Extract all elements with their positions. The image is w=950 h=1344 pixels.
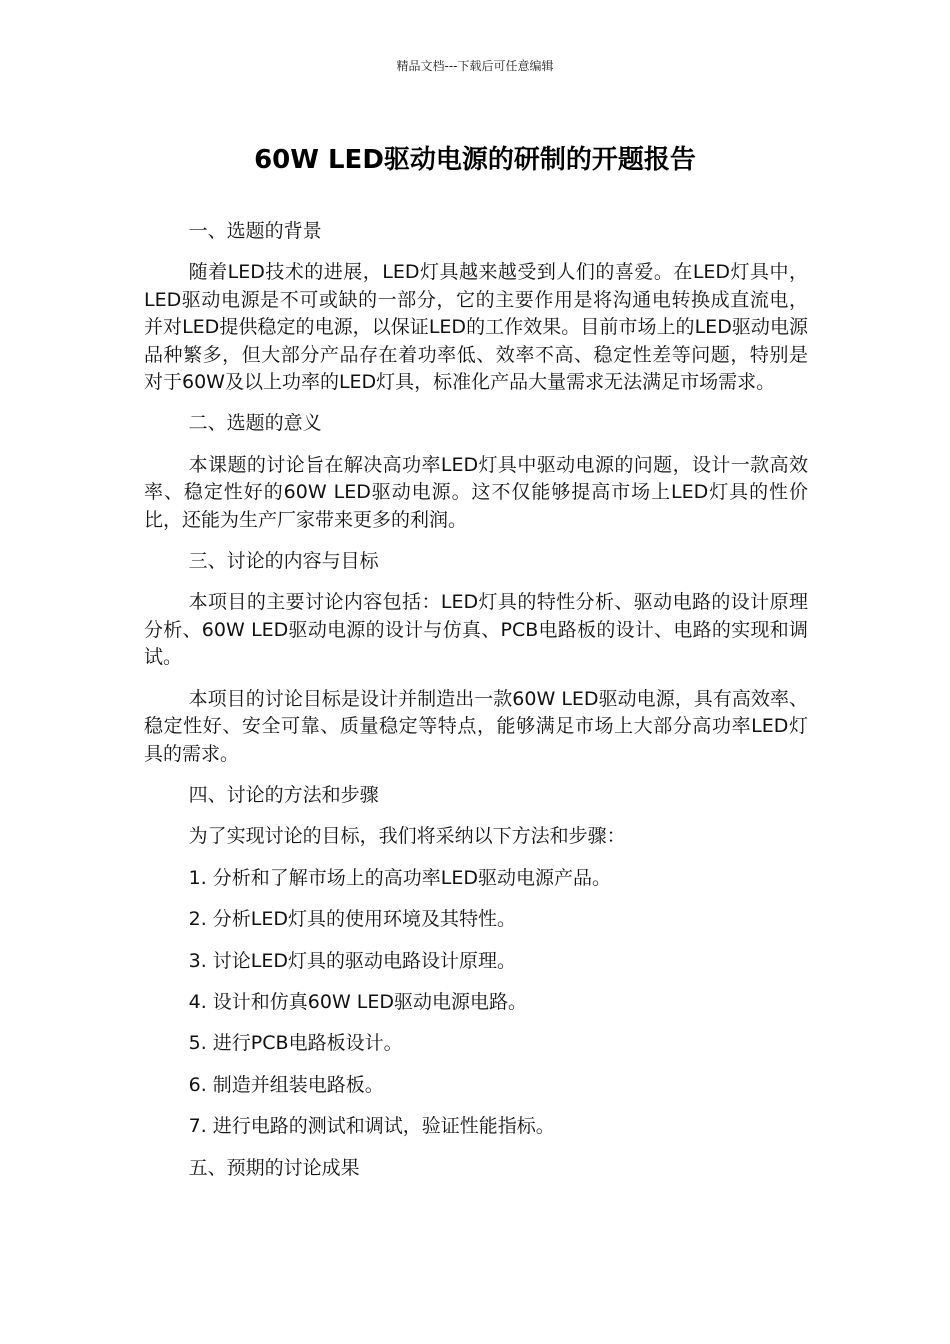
page-header-note: 精品文档---下载后可任意编辑 [396,59,554,73]
paragraph-content: 本项目的主要讨论内容包括：LED灯具的特性分析、驱动电路的设计原理分析、60W LED驱动电源的设计与仿真、PCB电路板的设计、电路的实现和调试。 [144,591,808,669]
paragraph-methods-intro: 为了实现讨论的目标，我们将采纳以下方法和步骤： [188,825,626,848]
section-heading-background: 一、选题的背景 [188,220,322,242]
section-heading-expected-results: 五、预期的讨论成果 [188,1156,360,1179]
document-title: 60W LED驱动电源的研制的开题报告 [254,145,696,175]
list-item-step: 4. 设计和仿真60W LED驱动电源电路。 [188,990,528,1013]
list-item-step: 2. 分析LED灯具的使用环境及其特性。 [188,908,517,931]
list-item-step: 7. 进行电路的测试和调试，验证性能指标。 [188,1115,555,1138]
list-item-step: 5. 进行PCB电路板设计。 [188,1032,403,1055]
list-item-step: 6. 制造并组装电路板。 [188,1073,384,1096]
list-item-step: 3. 讨论LED灯具的驱动电路设计原理。 [188,949,517,972]
section-heading-significance: 二、选题的意义 [188,412,322,435]
paragraph-background: 随着LED技术的进展，LED灯具越来越受到人们的喜爱。在LED灯具中，LED驱动电源是不可或缺的一部分，它的主要作用是将沟通电转换成直流电，并对LED提供稳定的电源，以保证LED的工作效果。目前市场上的LED驱动电源品种繁多，但大部分产品存在着功率低、效率不高、稳定性差等问题，特别是对于60W及以上功率的LED灯具，标准化产品大量需求无法满足市场需求。 [144,261,808,394]
document-body [144,218,808,1196]
list-item-step: 1. 分析和了解市场上的高功率LED驱动电源产品。 [188,866,612,889]
section-heading-content-goals: 三、讨论的内容与目标 [188,550,379,573]
section-heading-methods: 四、讨论的方法和步骤 [188,783,379,806]
paragraph-significance: 本课题的讨论旨在解决高功率LED灯具中驱动电源的问题，设计一款高效率、稳定性好的60W LED驱动电源。这不仅能够提高市场上LED灯具的性价比，还能为生产厂家带来更多的利润。 [144,453,808,531]
paragraph-goals: 本项目的讨论目标是设计并制造出一款60W LED驱动电源，具有高效率、稳定性好、安全可靠、质量稳定等特点，能够满足市场上大部分高功率LED灯具的需求。 [144,687,808,765]
